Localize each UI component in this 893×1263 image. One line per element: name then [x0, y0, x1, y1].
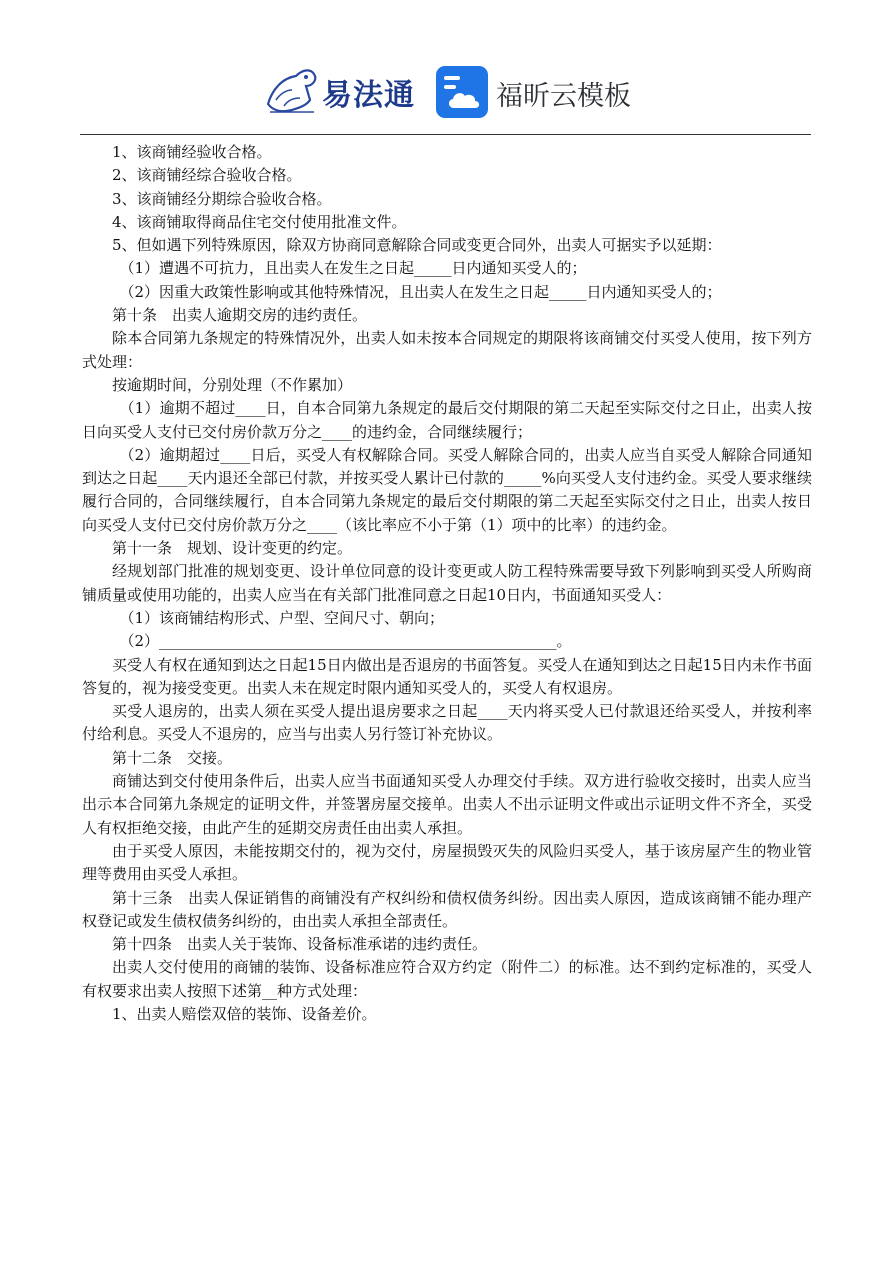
paragraph-item-5: 5、但如遇下列特殊原因，除双方协商同意解除合同或变更合同外，出卖人可据实予以延期：: [112, 236, 722, 255]
paragraph-item: 1、出卖人赔偿双倍的装饰、设备差价。: [112, 1004, 377, 1023]
paragraph-sub: （1）逾期不超过____日，自本合同第九条规定的最后交付期限的第二天起至实际交付之日止，出卖人按日向买受人支付已交付房价款万分之____的违约金，合同继续履行；: [82, 399, 812, 441]
article-14-heading: 第十四条 出卖人关于装饰、设备标准承诺的违约责任。: [112, 935, 488, 954]
paragraph-sub-1: （1）遭遇不可抗力，且出卖人在发生之日起_____日内通知买受人的；: [119, 259, 587, 278]
paragraph-item-2: 2、该商铺经综合验收合格。: [112, 166, 302, 185]
article-11-heading: 第十一条 规划、设计变更的约定。: [112, 539, 353, 558]
header-divider: [80, 134, 811, 135]
paragraph-item-1: 1、该商铺经验收合格。: [112, 143, 272, 161]
foxit-cloud-logo-icon: [436, 66, 488, 118]
article-13-paragraph: 第十三条 出卖人保证销售的商铺没有产权纠纷和债权债务纠纷。因出卖人原因，造成该商铺不能办理产权登记或发生债权债务纠纷的，由出卖人承担全部责任。: [82, 888, 812, 930]
paragraph-sub: （1）该商铺结构形式、户型、空间尺寸、朝向；: [119, 608, 445, 627]
article-12-heading: 第十二条 交接。: [112, 748, 233, 767]
paragraph-text: 由于买受人原因，未能按期交付的，视为交付，房屋损毁灭失的风险归买受人，基于该房屋产生的物业管理等费用由买受人承担。: [82, 841, 812, 884]
paragraph-sub: （2）逾期超过____日后，买受人有权解除合同。买受人解除合同的，出卖人应当自买受人解除合同通知到达之日起____天内退还全部已付款，并按买受人累计已付款的_____%向买受人支付违约金。买受人要求继续履行合同的，合同继续履行，自本合同第九条规定的最后交付期限的第二天起至实际交付之日止，出卖人按日向买受人支付已交付房价款万分之____（该比率应不小于第（1）项中的比率）的违约金。: [82, 445, 812, 534]
paragraph-text: 按逾期时间，分别处理（不作累加）: [112, 375, 353, 394]
document-body: [82, 141, 812, 1026]
logo1-text: 易法通: [322, 78, 415, 113]
paragraph-item-3: 3、该商铺经分期综合验收合格。: [112, 189, 332, 208]
paragraph-text: 经规划部门批准的规划变更、设计单位同意的设计变更或人防工程特殊需要导致下列影响到买受人所购商铺质量或使用功能的，出卖人应当在有关部门批准同意之日起10日内，书面通知买受人：: [82, 562, 812, 604]
paragraph-text: 商铺达到交付使用条件后，出卖人应当书面通知买受人办理交付手续。双方进行验收交接时，出卖人应当出示本合同第九条规定的证明文件，并签署房屋交接单。出卖人不出示证明文件或出示证明文件不齐全，买受人有权拒绝交接，由此产生的延期交房责任由出卖人承担。: [82, 772, 812, 837]
paragraph-text: 买受人有权在通知到达之日起15日内做出是否退房的书面答复。买受人在通知到达之日起15日内未作书面答复的，视为接受变更。出卖人未在规定时限内通知买受人的，买受人有权退房。: [82, 655, 812, 697]
page-header: [0, 0, 893, 135]
paragraph-sub-2: （2）因重大政策性影响或其他特殊情况，且出卖人在发生之日起_____日内通知买受人的；: [119, 282, 722, 301]
paragraph-text: 除本合同第九条规定的特殊情况外，出卖人如未按本合同规定的期限将该商铺交付买受人使用，按下列方式处理：: [82, 329, 812, 371]
paragraph-item-4: 4、该商铺取得商品住宅交付使用批准文件。: [112, 212, 407, 231]
article-10-heading: 第十条 出卖人逾期交房的违约责任。: [112, 306, 368, 325]
paragraph-text: 买受人退房的，出卖人须在买受人提出退房要求之日起____天内将买受人已付款退还给买受人，并按利率付给利息。买受人不退房的，应当与出卖人另行签订补充协议。: [82, 702, 812, 744]
paragraph-text: 出卖人交付使用的商铺的装饰、设备标准应符合双方约定（附件二）的标准。达不到约定标准的，买受人有权要求出卖人按照下述第__种方式处理：: [82, 958, 812, 1000]
logo2-text: 福昕云模板: [496, 81, 631, 112]
paragraph-sub: （2）_____________________________________________________。: [119, 632, 572, 651]
